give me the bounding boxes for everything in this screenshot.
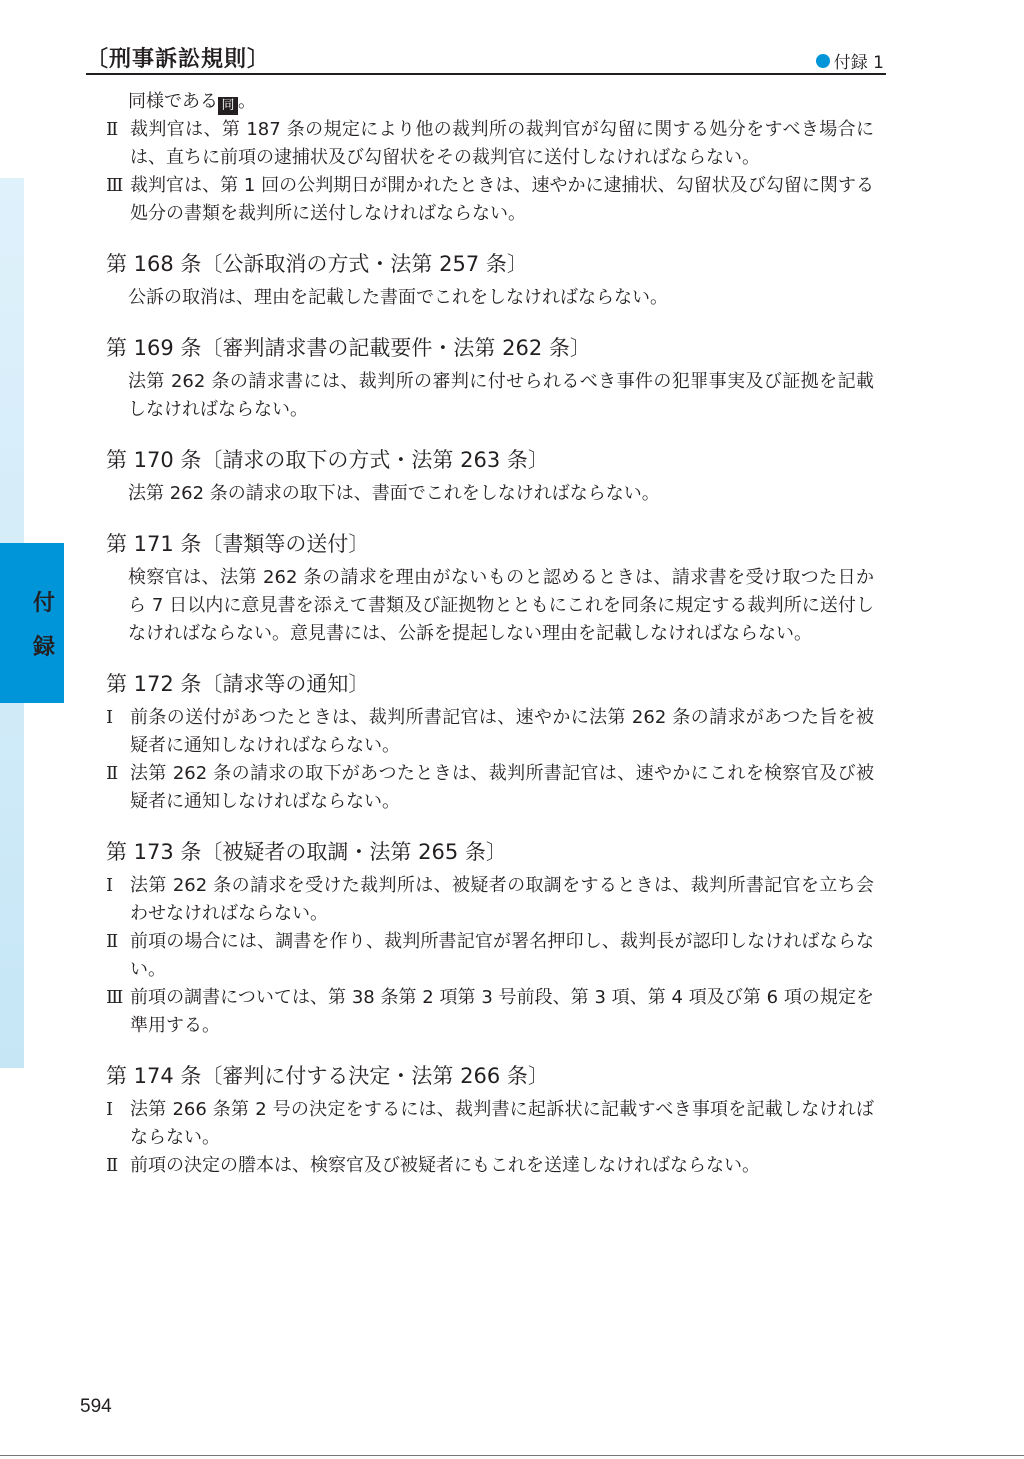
clause-item (106, 928, 874, 984)
clause-text: 前項の決定の謄本は、検察官及び被疑者にもこれを送達しなければならない。 (130, 1155, 760, 1176)
article-heading: 第 168 条〔公訴取消の方式・法第 257 条〕 (106, 252, 528, 276)
continuation-end: 。 (238, 91, 256, 112)
clause-number: Ⅰ (106, 707, 114, 728)
bottom-rule (0, 1455, 1024, 1456)
continuation-paragraph (106, 88, 874, 116)
clause-text: 法第 266 条第 2 号の決定をするには、裁判書に起訴状に記載すべき事項を記載しなければならない。 (130, 1099, 874, 1148)
article-heading: 第 172 条〔請求等の通知〕 (106, 672, 370, 696)
clause-number: Ⅲ (106, 987, 124, 1008)
clause-item (106, 984, 874, 1040)
article-heading: 第 173 条〔被疑者の取調・法第 265 条〕 (106, 840, 507, 864)
header-rule (86, 73, 886, 75)
clause-text: 前項の調書については、第 38 条第 2 項第 3 号前段、第 3 項、第 4 項及び第 6 項の規定を準用する。 (130, 987, 874, 1036)
clause-text: 前項の場合には、調書を作り、裁判所書記官が署名押印し、裁判長が認印しなければならない。 (130, 931, 874, 980)
clause-number: Ⅱ (106, 1155, 119, 1176)
clause-number: Ⅱ (106, 763, 119, 784)
article-heading: 第 169 条〔審判請求書の記載要件・法第 262 条〕 (106, 336, 591, 360)
clause-item (106, 1096, 874, 1152)
side-index-tab (0, 543, 64, 703)
side-tab-char: 録 (32, 635, 55, 660)
clause-item (106, 1152, 874, 1180)
clause-number: Ⅱ (106, 931, 119, 952)
clause-item (106, 172, 874, 228)
article-174 (106, 1062, 874, 1180)
clause-text: 法第 262 条の請求を受けた裁判所は、被疑者の取調をするときは、裁判所書記官を立ち会わせなければならない。 (130, 875, 874, 924)
clause-number: Ⅰ (106, 875, 114, 896)
article-paragraph: 法第 262 条の請求の取下は、書面でこれをしなければならない。 (128, 483, 660, 504)
clause-item (106, 760, 874, 816)
section-bullet-icon (816, 54, 830, 68)
clause-text: 裁判官は、第 187 条の規定により他の裁判所の裁判官が勾留に関する処分をすべき場合には、直ちに前項の逮捕状及び勾留状をその裁判官に送付しなければならない。 (130, 119, 874, 168)
clause-text: 法第 262 条の請求の取下があつたときは、裁判所書記官は、速やかにこれを検察官及び被疑者に通知しなければならない。 (130, 763, 874, 812)
article-paragraph: 検察官は、法第 262 条の請求を理由がないものと認めるときは、請求書を受け取つた日から 7 日以内に意見書を添えて書類及び証拠物とともにこれを同条に規定する裁判所に送付しなければならない。意見書には、公訴を提起しない理由を記載しなければならない。 (128, 567, 874, 644)
reference-marker: 同 (218, 97, 238, 115)
clause-number: Ⅱ (106, 119, 119, 140)
article-paragraph: 公訴の取消は、理由を記載した書面でこれをしなければならない。 (128, 287, 668, 308)
article-173 (106, 838, 874, 1040)
clause-number: Ⅰ (106, 1099, 114, 1120)
clause-text: 裁判官は、第 1 回の公判期日が開かれたときは、速やかに逮捕状、勾留状及び勾留に関する処分の書類を裁判所に送付しなければならない。 (130, 175, 874, 224)
article-168 (106, 250, 874, 312)
article-heading: 第 171 条〔書類等の送付〕 (106, 532, 370, 556)
continuation-text: 同様である (128, 91, 218, 112)
running-header-section (816, 48, 884, 73)
side-tab-char: 付 (32, 591, 55, 616)
article-172 (106, 670, 874, 816)
article-170 (106, 446, 874, 508)
page-number: 594 (80, 1396, 112, 1417)
clause-item (106, 872, 874, 928)
continued-items (106, 116, 874, 228)
page-body (106, 88, 874, 1180)
clause-item (106, 116, 874, 172)
clause-number: Ⅲ (106, 175, 124, 196)
article-heading: 第 170 条〔請求の取下の方式・法第 263 条〕 (106, 448, 549, 472)
article-169 (106, 334, 874, 424)
clause-item (106, 704, 874, 760)
clause-text: 前条の送付があつたときは、裁判所書記官は、速やかに法第 262 条の請求があつた旨を被疑者に通知しなければならない。 (130, 707, 874, 756)
article-heading: 第 174 条〔審判に付する決定・法第 266 条〕 (106, 1064, 549, 1088)
running-header-title: 〔刑事訴訟規則〕 (86, 47, 271, 72)
article-paragraph: 法第 262 条の請求書には、裁判所の審判に付せられるべき事件の犯罪事実及び証拠を記載しなければならない。 (128, 371, 874, 420)
article-171 (106, 530, 874, 648)
section-label: 付録 1 (833, 53, 884, 73)
